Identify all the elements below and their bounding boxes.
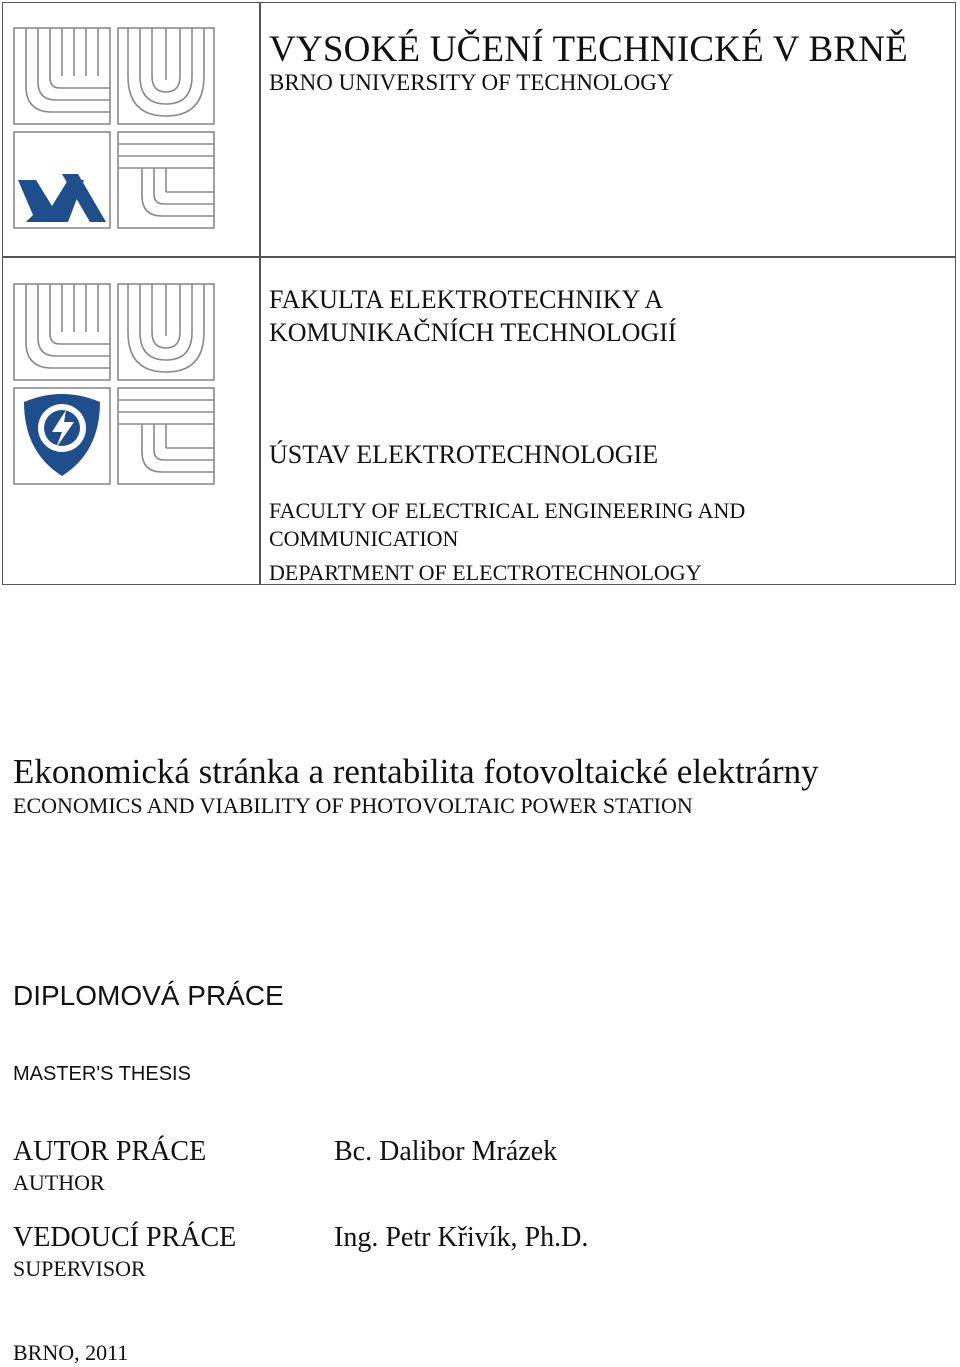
thesis-type-cz: DIPLOMOVÁ PRÁCE	[13, 980, 284, 1011]
thesis-title-cz: Ekonomická stránka a rentabilita fotovoltaické elektrárny	[13, 752, 819, 791]
faculty-name-en: FACULTY OF ELECTRICAL ENGINEERING AND COMMUNICATION	[269, 498, 746, 551]
header-divider-horizontal	[3, 256, 955, 258]
supervisor-label-en: SUPERVISOR	[13, 1256, 146, 1281]
faculty-logo-icon	[12, 282, 218, 488]
thesis-type-en: MASTER'S THESIS	[13, 1063, 191, 1085]
department-name-en: DEPARTMENT OF ELECTROTECHNOLOGY	[269, 560, 702, 585]
university-name-en: BRNO UNIVERSITY OF TECHNOLOGY	[269, 70, 674, 95]
author-name: Bc. Dalibor Mrázek	[334, 1136, 558, 1167]
supervisor-label-cz: VEDOUCÍ PRÁCE	[13, 1222, 237, 1253]
city-year: BRNO, 2011	[13, 1340, 129, 1365]
author-label-en: AUTHOR	[13, 1170, 105, 1195]
department-name-cz: ÚSTAV ELEKTROTECHNOLOGIE	[269, 440, 659, 469]
university-name-cz: VYSOKÉ UČENÍ TECHNICKÉ V BRNĚ	[269, 29, 908, 70]
supervisor-name: Ing. Petr Křivík, Ph.D.	[334, 1222, 589, 1253]
university-logo-icon	[12, 26, 218, 232]
thesis-title-en: ECONOMICS AND VIABILITY OF PHOTOVOLTAIC POWER STATION	[13, 793, 693, 818]
header-divider-vertical	[259, 3, 261, 584]
faculty-name-cz: FAKULTA ELEKTROTECHNIKY A KOMUNIKAČNÍCH TECHNOLOGIÍ	[269, 285, 677, 347]
author-label-cz: AUTOR PRÁCE	[13, 1136, 207, 1167]
